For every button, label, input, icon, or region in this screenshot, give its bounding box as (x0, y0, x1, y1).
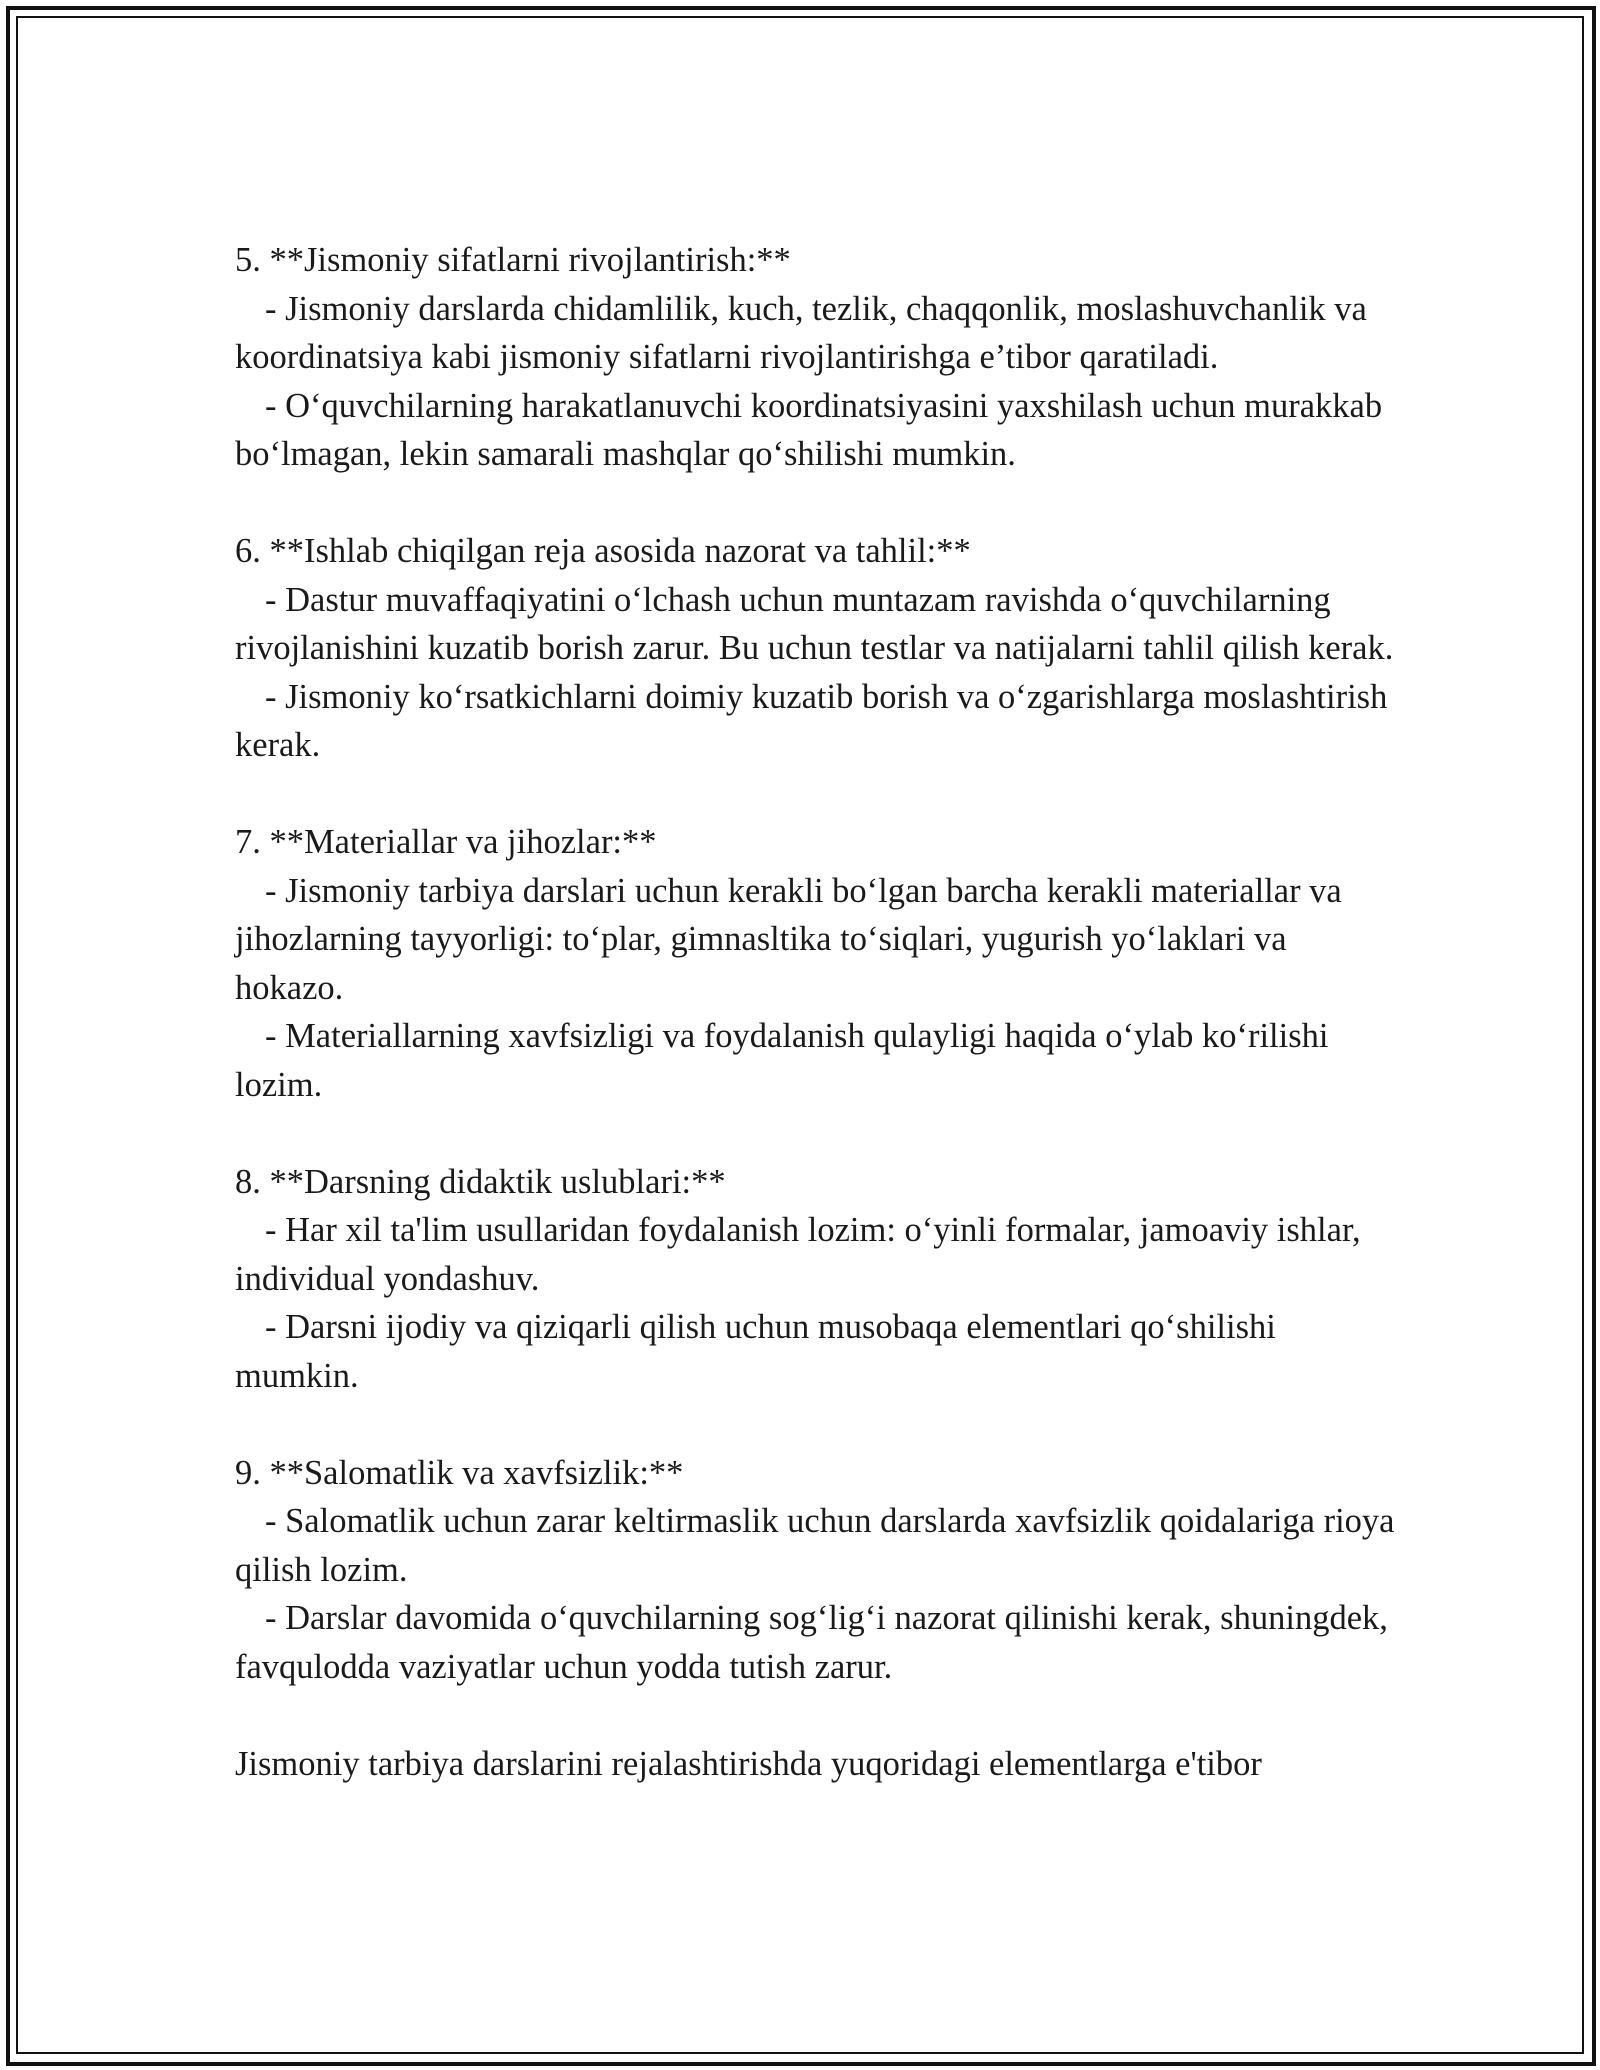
section-bullet: - O‘quvchilarning harakatlanuvchi koordinatsiyasini yaxshilash uchun murakkab bo‘lmagan, lekin samarali mashqlar qo‘shilishi mumkin. (235, 386, 1383, 473)
section-bullet: - Materiallarning xavfsizligi va foydalanish qulayligi haqida o‘ylab ko‘rilishi lozim. (235, 1017, 1329, 1104)
conclusion-paragraph: Jismoniy tarbiya darslarini rejalashtirishda yuqoridagi elementlarga e'tibor (235, 1744, 1262, 1783)
section-6 (235, 527, 1395, 770)
section-bullet: - Salomatlik uchun zarar keltirmaslik uchun darslarda xavfsizlik qoidalariga rioya qilish lozim. (235, 1502, 1395, 1589)
section-bullet: - Jismoniy darslarda chidamlilik, kuch, tezlik, chaqqonlik, moslashuvchanlik va koordinatsiya kabi jismoniy sifatlarni rivojlantirishga e’tibor qaratiladi. (235, 289, 1367, 376)
document-body (235, 236, 1395, 1788)
section-heading: 9. **Salomatlik va xavfsizlik:** (235, 1453, 684, 1492)
section-7 (235, 818, 1395, 1109)
section-8 (235, 1158, 1395, 1401)
section-bullet: - Har xil ta'lim usullaridan foydalanish lozim: o‘yinli formalar, jamoaviy ishlar, individual yondashuv. (235, 1211, 1361, 1298)
section-heading: 5. **Jismoniy sifatlarni rivojlantirish:** (235, 241, 791, 279)
section-bullet: - Dastur muvaffaqiyatini o‘lchash uchun muntazam ravishda o‘quvchilarning rivojlanishini kuzatib borish zarur. Bu uchun testlar va natijalarni tahlil qilish kerak. (235, 580, 1394, 667)
section-bullet: - Darslar davomida o‘quvchilarning sog‘lig‘i nazorat qilinishi kerak, shuningdek, favqulodda vaziyatlar uchun yodda tutish zarur. (235, 1599, 1388, 1686)
section-bullet: - Jismoniy ko‘rsatkichlarni doimiy kuzatib borish va o‘zgarishlarga moslashtirish kerak. (235, 677, 1388, 764)
section-bullet: - Jismoniy tarbiya darslari uchun kerakli bo‘lgan barcha kerakli materiallar va jihozlarning tayyorligi: to‘plar, gimnasltika to‘siqlari, yugurish yo‘laklari va hokazo. (235, 871, 1342, 1007)
section-bullet: - Darsni ijodiy va qiziqarli qilish uchun musobaqa elementlari qo‘shilishi mumkin. (235, 1308, 1276, 1395)
section-9 (235, 1449, 1395, 1692)
section-heading: 8. **Darsning didaktik uslublari:** (235, 1162, 726, 1201)
section-heading: 6. **Ishlab chiqilgan reja asosida nazorat va tahlil:** (235, 532, 971, 570)
section-5 (235, 236, 1395, 479)
section-heading: 7. **Materiallar va jihozlar:** (235, 823, 657, 861)
